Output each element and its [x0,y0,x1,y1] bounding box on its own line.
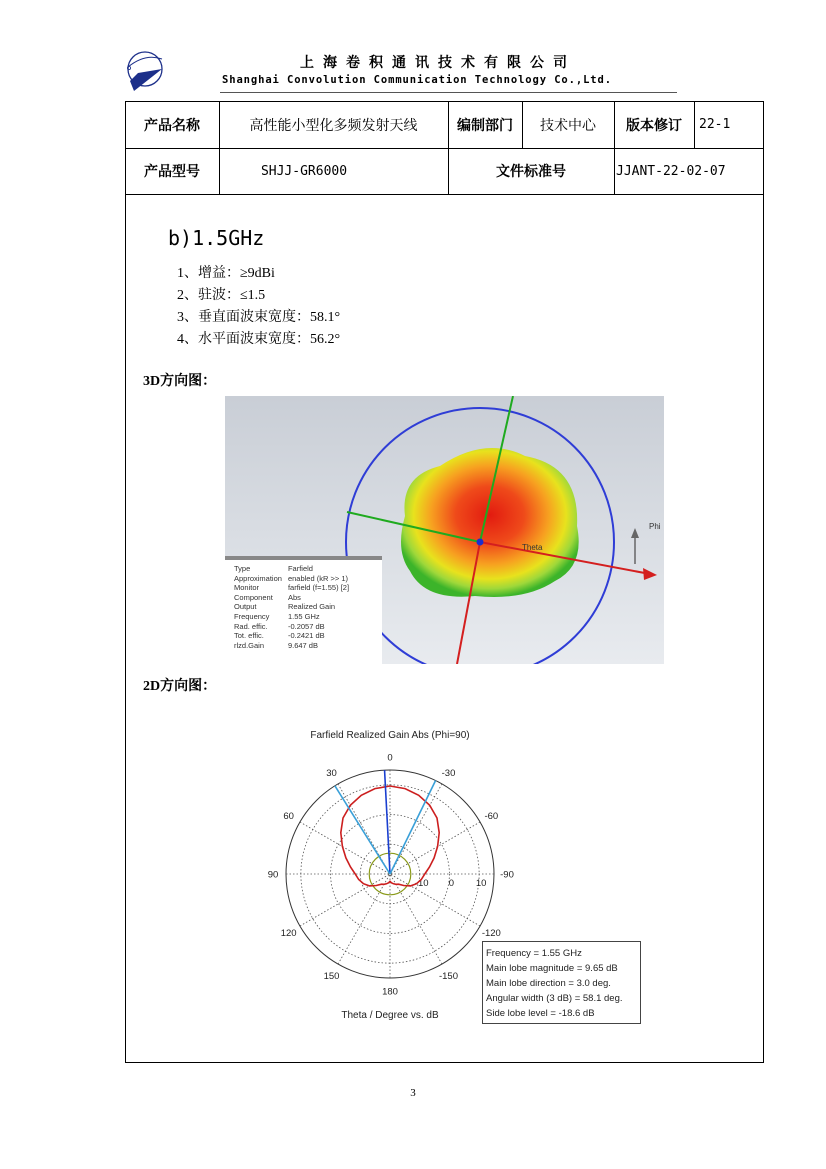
info-value: -0.2421 dB [287,631,325,641]
label-3d-pattern: 3D方向图： [143,374,217,389]
info-row [234,602,355,612]
polar-angle-tick-label: 120 [280,928,297,939]
polar-angle-tick-label: 180 [382,986,398,998]
company-name-cn: 上海卷积通讯技术有限公司 [300,55,576,71]
info-key: Approximation [234,573,282,583]
info-value: Abs [287,592,301,602]
info-key: Output [234,602,257,612]
header-divider [220,92,677,93]
polar-angle-tick-label: 150 [323,970,340,982]
table-bottom-border [125,194,764,195]
polar-angle-tick-label: 90 [267,869,279,881]
info-value: Realized Gain [287,602,336,612]
page-number: 3 [410,1087,416,1099]
revision-value: 22-1 [699,117,731,132]
product-name-value: 高性能小型化多频发射天线 [249,117,418,134]
table-col-divider [694,101,695,148]
info-key: Monitor [234,583,260,593]
model-label: 产品型号 [144,164,200,180]
info-key: Component [234,592,273,602]
info-row [234,631,355,641]
info-value: -0.2057 dB [287,621,325,631]
axis-phi-label: Phi [649,522,661,531]
axis-theta-label: Theta [522,543,543,552]
label-2d-pattern: 2D方向图： [143,679,217,694]
summary-angular-width: Angular width (3 dB) = 58.1 deg. [486,993,623,1004]
info-row [234,593,355,603]
info-key: Type [234,564,251,573]
polar-direction-marker [390,781,436,874]
polar-angle-tick-label: -90 [500,869,514,881]
spec-vertical-beamwidth: 3、垂直面波束宽度：58.1° [177,310,341,325]
info-row [234,622,355,632]
spec-gain: 1、增益：≥9dBi [177,266,275,281]
info-value: enabled (kR >> 1) [287,573,348,583]
polar-radial-tick-label: 0 [448,878,455,889]
info-value: 1.55 GHz [287,611,320,621]
info-row [234,583,355,593]
dept-value: 技术中心 [540,117,596,134]
chart-summary-box [482,941,641,1024]
revision-label: 版本修订 [626,117,682,134]
doc-no-label: 文件标准号 [496,164,566,180]
chart-title: Farfield Realized Gain Abs (Phi=90) [310,730,470,741]
pattern-3d-image [225,396,664,664]
polar-angle-tick-label: -60 [484,811,499,822]
info-key: rlzd.Gain [234,640,265,650]
company-logo [124,47,166,95]
dept-label: 编制部门 [457,117,513,134]
model-value: SHJJ-GR6000 [260,163,348,179]
info-row [234,612,355,622]
spec-horizontal-beamwidth: 4、水平面波束宽度：56.2° [177,332,341,347]
polar-angle-tick-label: -30 [441,768,456,780]
chart-xlabel: Theta / Degree vs. dB [341,1010,439,1021]
info-value: 9.647 dB [287,640,318,650]
summary-main-lobe-magnitude: Main lobe magnitude = 9.65 dB [486,963,618,974]
summary-side-lobe-level: Side lobe level = -18.6 dB [486,1008,595,1019]
info-row [234,641,355,651]
summary-frequency: Frequency = 1.55 GHz [486,948,582,959]
polar-direction-marker [335,786,390,874]
company-name-en: Shanghai Convolution Communication Technology Co.,Ltd. [222,74,612,86]
polar-angle-tick-label: 60 [283,811,294,822]
polar-angle-tick-label: 0 [387,752,393,764]
info-key: Tot. effic. [234,631,264,641]
polar-angle-tick-label: -150 [438,970,459,982]
spec-vswr: 2、驻波：≤1.5 [177,288,266,303]
info-key: Rad. effic. [234,621,268,631]
info-row [234,564,355,574]
summary-main-lobe-direction: Main lobe direction = 3.0 deg. [486,978,611,989]
info-key: Frequency [234,611,270,621]
info-row [234,574,355,584]
polar-radial-tick-label: -10 [414,878,429,889]
info-value: farfield (f=1.55) [2] [287,583,350,593]
doc-no-value: JJANT-22-02-07 [616,163,726,179]
polar-angle-tick-label: 30 [326,768,337,780]
product-name-label: 产品名称 [144,117,200,134]
farfield-info-panel [225,556,382,664]
info-value: Farfield [287,564,313,573]
polar-angle-tick-label: -120 [481,928,501,939]
polar-radial-tick-label: 10 [475,878,487,889]
section-title: b)1.5GHz [168,226,265,250]
